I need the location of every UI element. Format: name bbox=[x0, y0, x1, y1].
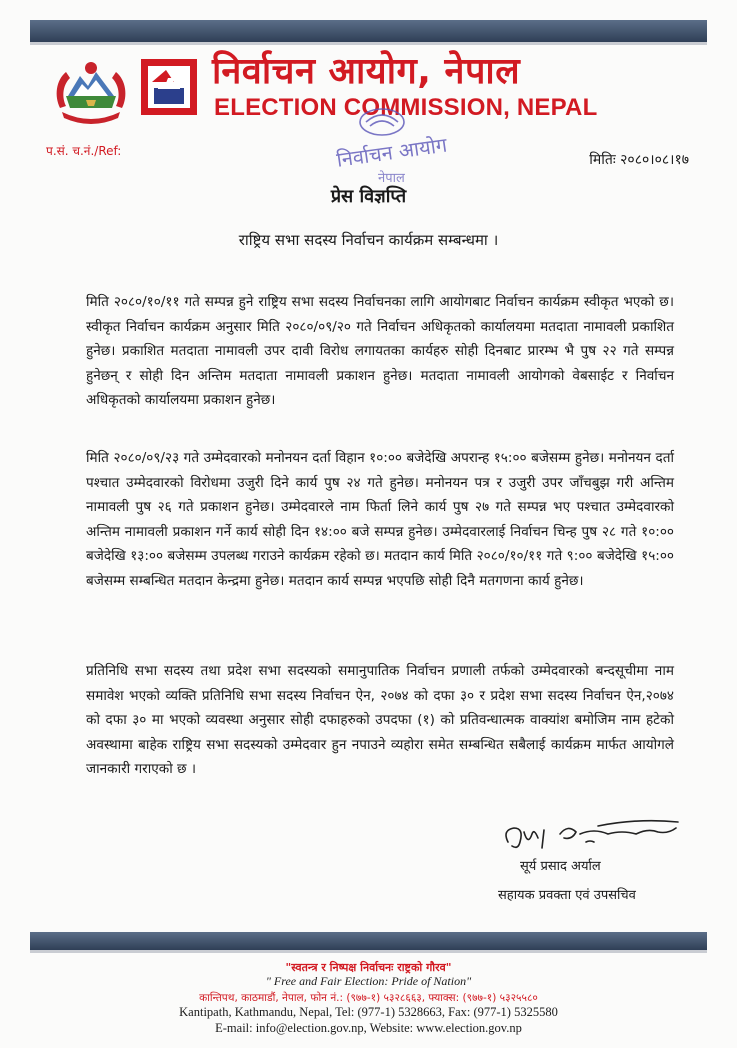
signer-designation: सहायक प्रवक्ता एवं उपसचिव bbox=[498, 888, 636, 903]
footer-address-english: Kantipath, Kathmandu, Nepal, Tel: (977-1) 5328663, Fax: (977-1) 5325580 bbox=[179, 1005, 558, 1019]
footer-slogan-nepali: "स्वतन्त्र र निष्पक्ष निर्वाचनः राष्ट्रको गौरव" bbox=[285, 961, 452, 974]
header-band bbox=[30, 20, 707, 42]
footer-contact-info: E-mail: info@election.gov.np, Website: www.election.gov.np bbox=[215, 1021, 522, 1035]
election-commission-logo-icon bbox=[140, 58, 198, 116]
footer-band bbox=[30, 932, 707, 950]
signer-name: सूर्य प्रसाद अर्याल bbox=[520, 859, 601, 874]
paragraph-voter-roll: मिति २०८०/१०/११ गते सम्पन्न हुने राष्ट्रिय सभा सदस्य निर्वाचनका लागि आयोगबाट निर्वाचन कार्यक्रम स्वीकृत भएको छ। स्वीकृत निर्वाचन कार्यक्रम अनुसार मिति २०८०/०९/२० गते निर्वाचन अधिकृतको कार्यालयमा मतदाता नामावली प्रकाशित हुनेछ। प्रकाशित मतदाता नामावली उपर दावी विरोध लगायतका कार्यहरु सोही दिनबाट प्रारम्भ भै पुष २२ गते सम्पन्न हुनेछन् र सोही दिन अन्तिम मतदाता नामावली प्रकाशन हुनेछ। मतदाता नामावली आयोगको वेबसाईट र निर्वाचन अधिकृतको कार्यालयमा प्रकाशन हुनेछ। bbox=[86, 294, 674, 409]
commission-title-nepali: निर्वाचन आयोग, नेपाल bbox=[212, 51, 521, 92]
document-date: मितिः २०८०।०८।१७ bbox=[589, 152, 689, 168]
svg-text:नेपाल: नेपाल bbox=[378, 171, 405, 186]
nepal-emblem-icon bbox=[52, 56, 130, 126]
footer-address-nepali: कान्तिपथ, काठमाडौं, नेपाल, फोन नं.: (९७७-१) ५३२८६६३, फ्याक्स: (९७७-१) ५३२५५८० bbox=[199, 992, 538, 1004]
header-band-rule bbox=[30, 42, 707, 45]
handwritten-signature bbox=[498, 812, 688, 858]
footer-slogan-english: " Free and Fair Election: Pride of Nation" bbox=[265, 974, 472, 988]
press-release-title: प्रेस विज्ञप्ति bbox=[330, 186, 407, 207]
footer-band-rule bbox=[30, 950, 707, 953]
paragraph-candidate-eligibility: प्रतिनिधि सभा सदस्य तथा प्रदेश सभा सदस्यको समानुपातिक निर्वाचन प्रणाली तर्फको उम्मेदवारको बन्दसूचीमा नाम समावेश भएको व्यक्ति प्रतिनिधि सभा सदस्य निर्वाचन ऐन, २०७४ को दफा ३० र प्रदेश सभा सदस्य निर्वाचन ऐन,२०७४ को दफा ३० मा भएको व्यवस्था अनुसार सोही दफाहरुको उपदफा (१) को प्रतिवन्धात्मक वाक्यांश बमोजिम नाम हटेको अवस्थामा बाहेक राष्ट्रिय सभा सदस्यको उम्मेदवार हुन नपाउने व्यहोरा समेत सम्बन्धित सबैलाई कार्यक्रम मार्फत आयोगले जानकारी गराएको छ । bbox=[86, 663, 674, 778]
official-seal-stamp bbox=[326, 102, 452, 188]
svg-text:निर्वाचन आयोग: निर्वाचन आयोग bbox=[334, 132, 449, 172]
reference-number-label: प.सं. च.नं./Ref: bbox=[46, 144, 122, 158]
subject-line: राष्ट्रिय सभा सदस्य निर्वाचन कार्यक्रम सम्बन्धमा । bbox=[238, 231, 499, 249]
commission-title-english: ELECTION COMMISSION, NEPAL bbox=[214, 94, 598, 121]
paragraph-nomination-schedule: मिति २०८०/०९/२३ गते उम्मेदवारको मनोनयन दर्ता विहान १०:०० बजेदेखि अपरान्ह १५:०० बजेसम्म हुनेछ। मनोनयन दर्ता पश्चात उम्मेदवारको विरोधमा उजुरी दिने कार्य पुष २४ गते हुनेछ। मनोनयन पत्र र उजुरी उपर जाँचबुझ गरी अन्तिम नामावली पुष २६ गते प्रकाशन हुनेछ। उम्मेदवारले नाम फिर्ता लिने कार्य पुष २७ गते सम्पन्न भए पश्चात उम्मेदवारको अन्तिम नामावली प्रकाशन गर्ने कार्य सोही दिन १४:०० बजे सम्पन्न हुनेछ। उम्मेदवारलाई निर्वाचन चिन्ह पुष २८ गते १०:०० बजेदेखि १३:०० बजेसम्म उपलब्ध गराउने कार्यक्रम रहेको छ। मतदान कार्य मिति २०८०/१०/११ गते ९:०० बजेदेखि १५:०० बजेसम्म सम्बन्धित मतदान केन्द्रमा हुनेछ। मतदान कार्य सम्पन्न भएपछि सोही दिनै मतगणना कार्य हुनेछ। bbox=[86, 450, 674, 589]
